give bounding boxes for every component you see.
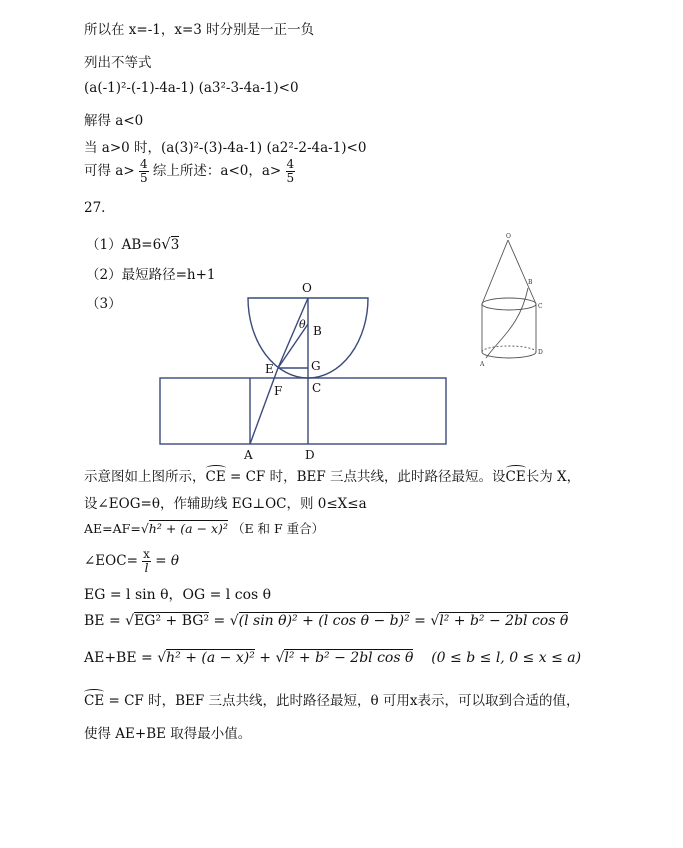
sqrt-sign: √ bbox=[125, 613, 135, 629]
l11-b: = CF 时，BEF 三点共线，此时路径最短。设 bbox=[225, 469, 506, 485]
l17-a: AE+BE = bbox=[84, 650, 158, 666]
cyl-label-b: B bbox=[528, 279, 533, 286]
fraction-denominator: 5 bbox=[139, 171, 148, 185]
label-a: A bbox=[244, 448, 253, 462]
answer-part-2: （2）最短路径=h+1 bbox=[86, 267, 216, 283]
text-line-19: 使得 AE+BE 取得最小值。 bbox=[84, 726, 252, 742]
text-line-4: 解得 a<0 bbox=[84, 113, 144, 129]
text-line-5: 当 a>0 时，(a(3)²-(3)-4a-1) (a2²-2-4a-1)<0 bbox=[84, 140, 367, 156]
sqrt-sign: √ bbox=[157, 650, 167, 666]
cone-left-edge bbox=[482, 240, 508, 304]
cylinder-cone-figure bbox=[470, 230, 560, 370]
l18-a: = CF 时，BEF 三点共线，此时路径最短，θ 可用x表示，可以取到合适的值， bbox=[104, 693, 580, 709]
label-theta: θ bbox=[299, 318, 306, 331]
l11-a: 示意图如上图所示， bbox=[84, 469, 206, 485]
text-line-17 bbox=[84, 650, 581, 666]
answer-part-1 bbox=[86, 233, 179, 253]
sqrt-radicand: 3 bbox=[170, 237, 180, 253]
ab-value: （1）AB=6 bbox=[86, 237, 162, 253]
l16-c: = bbox=[409, 613, 431, 629]
l13-radicand: h² + (a − x)² bbox=[148, 521, 228, 536]
fraction-4-5-b bbox=[286, 158, 296, 185]
l13-a: AE=AF= bbox=[84, 521, 141, 536]
text-line-11 bbox=[84, 465, 580, 485]
l17-r2: l² + b² − 2bl cos θ bbox=[284, 650, 414, 666]
l13-b: （E 和 F 重合） bbox=[231, 521, 325, 536]
l16-r3: l² + b² − 2bl cos θ bbox=[439, 613, 569, 629]
line-ea bbox=[250, 368, 278, 444]
label-f: F bbox=[274, 384, 283, 398]
text-line-18 bbox=[84, 689, 580, 709]
arc-ce-3: CE bbox=[84, 693, 105, 709]
unfolded-diagram bbox=[150, 278, 460, 468]
arc-ce: CE bbox=[205, 469, 226, 485]
fraction-numerator: 4 bbox=[139, 157, 148, 171]
fraction-4-5 bbox=[139, 158, 149, 185]
l16-b: = bbox=[209, 613, 230, 629]
text-line-1: 所以在 x=-1，x=3 时分别是一正一负 bbox=[84, 22, 315, 38]
sqrt-sign: √ bbox=[140, 521, 149, 536]
label-g: G bbox=[311, 359, 321, 373]
frac-den-l: l bbox=[144, 561, 149, 575]
arc-ce-2: CE bbox=[505, 469, 526, 485]
line6-middle: 综上所述：a<0，a> bbox=[152, 163, 282, 179]
label-d: D bbox=[305, 448, 315, 462]
text-line-13 bbox=[84, 519, 324, 537]
cone-right-edge bbox=[508, 240, 536, 304]
line-oe bbox=[278, 298, 308, 368]
sqrt-sign: √ bbox=[430, 613, 440, 629]
sqrt-sign: √ bbox=[229, 613, 239, 629]
problem-number: 27. bbox=[84, 200, 106, 216]
l16-r2: (l sin θ)² + (l cos θ − b)² bbox=[238, 613, 410, 629]
cyl-label-d: D bbox=[538, 349, 543, 356]
label-c: C bbox=[312, 381, 322, 395]
top-ellipse bbox=[482, 298, 536, 310]
fraction-x-l bbox=[142, 548, 151, 575]
cyl-label-o: O bbox=[506, 233, 511, 240]
rectangle bbox=[160, 378, 446, 444]
l16-r1: EG² + BG² bbox=[134, 613, 210, 629]
l11-c: 长为 X， bbox=[525, 469, 581, 485]
text-line-16 bbox=[84, 613, 568, 629]
l14-b: = θ bbox=[155, 553, 179, 569]
text-line-6 bbox=[84, 158, 295, 185]
cyl-label-c: C bbox=[538, 303, 543, 310]
l14-a: ∠EOC= bbox=[84, 553, 138, 569]
label-e: E bbox=[265, 362, 274, 376]
fraction-numerator: 4 bbox=[286, 157, 295, 171]
l17-b: + bbox=[254, 650, 276, 666]
l16-a: BE = bbox=[84, 613, 126, 629]
answer-part-3: （3） bbox=[86, 296, 122, 312]
text-line-14 bbox=[84, 548, 179, 575]
cyl-label-a: A bbox=[480, 361, 485, 368]
sqrt-sign: √ bbox=[275, 650, 285, 666]
l17-r1: h² + (a − x)² bbox=[166, 650, 255, 666]
sqrt-sign: √ bbox=[161, 235, 171, 253]
l17-c: (0 ≤ b ≤ l, 0 ≤ x ≤ a) bbox=[413, 650, 582, 666]
bottom-ellipse-back bbox=[482, 346, 536, 352]
text-line-15: EG = l sin θ，OG = l cos θ bbox=[84, 587, 272, 603]
text-line-12: 设∠EOG=θ，作辅助线 EG⊥OC，则 0≤X≤a bbox=[84, 496, 367, 512]
text-line-2: 列出不等式 bbox=[84, 55, 152, 71]
text-line-3: (a(-1)²-(-1)-4a-1) (a3²-3-4a-1)<0 bbox=[84, 80, 299, 96]
label-o: O bbox=[302, 281, 312, 295]
frac-num-x: x bbox=[143, 547, 150, 561]
line6-prefix: 可得 a> bbox=[84, 163, 135, 179]
fraction-denominator: 5 bbox=[286, 171, 295, 185]
label-b: B bbox=[313, 324, 322, 338]
